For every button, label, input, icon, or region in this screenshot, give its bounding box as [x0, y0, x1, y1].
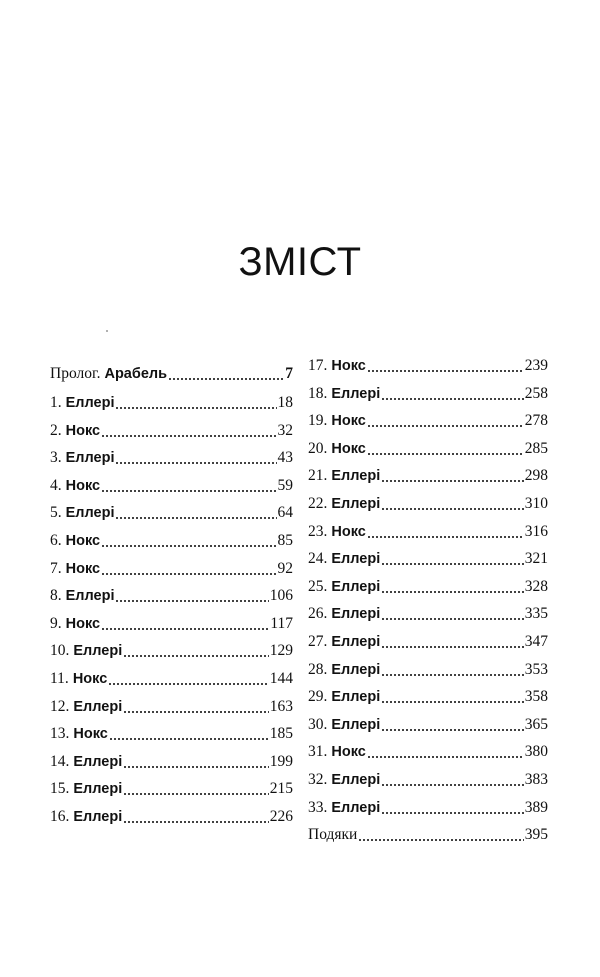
- dot-leader: [381, 689, 524, 703]
- toc-entry: [50, 586, 293, 606]
- toc-entry-number: 5.: [50, 504, 62, 522]
- toc-entry-page-number: 59: [277, 476, 293, 494]
- dot-leader: [381, 551, 524, 565]
- dot-leader: [101, 533, 276, 547]
- toc-entry-page-number: 32: [277, 421, 293, 439]
- toc-left-column: [50, 364, 293, 835]
- toc-entry: [50, 393, 293, 413]
- toc-entry: [50, 614, 293, 634]
- toc-entry-page-number: 163: [269, 697, 293, 715]
- toc-entry-chapter-name: Нокс: [65, 560, 101, 577]
- toc-entry-page-number: 389: [524, 798, 548, 816]
- toc-entry-number: 33.: [308, 798, 328, 816]
- toc-entry-number: 9.: [50, 614, 62, 632]
- toc-entry-chapter-name: Еллері: [73, 781, 123, 798]
- toc-entry-chapter-name: Еллері: [65, 395, 115, 411]
- toc-entry: [50, 421, 293, 441]
- toc-entry: [308, 522, 548, 542]
- toc-entry: [50, 724, 293, 744]
- toc-entry: [308, 770, 548, 790]
- dot-leader: [381, 662, 524, 676]
- toc-entry-page-number: 285: [524, 439, 548, 457]
- toc-entry-page-number: 215: [269, 780, 293, 798]
- toc-entry-page-number: 395: [524, 826, 548, 844]
- toc-entry-page-number: 328: [524, 577, 548, 595]
- toc-entry: [308, 494, 548, 514]
- dot-leader: [101, 616, 269, 630]
- dot-leader: [123, 754, 269, 768]
- toc-entry-chapter-name: Еллері: [73, 643, 123, 660]
- toc-entry-number: 14.: [50, 752, 70, 770]
- toc-entry-number: 15.: [50, 780, 70, 798]
- toc-entry-chapter-name: Еллері: [331, 661, 381, 678]
- toc-entry-page-number: 321: [524, 550, 548, 568]
- toc-entry-number: 16.: [50, 807, 70, 825]
- toc-entry-page-number: 64: [277, 504, 293, 522]
- toc-entry-chapter-name: Еллері: [65, 505, 115, 522]
- toc-entry-chapter-name: Нокс: [73, 726, 108, 743]
- dot-leader: [381, 579, 524, 593]
- dot-leader: [381, 386, 524, 400]
- dot-leader: [115, 395, 276, 409]
- toc-entry-number: 21.: [308, 467, 328, 485]
- toc-entry-chapter-name: Нокс: [331, 358, 366, 374]
- toc-entry-page-number: 380: [524, 743, 548, 761]
- toc-entry-number: 26.: [308, 605, 328, 623]
- dot-leader: [123, 809, 269, 823]
- toc-entry-page-number: 185: [269, 725, 293, 743]
- toc-entry-number: 24.: [308, 550, 328, 568]
- toc-entry-number: 8.: [50, 587, 62, 605]
- dot-leader: [367, 524, 524, 538]
- toc-entry: [50, 669, 293, 689]
- toc-right-column: [308, 356, 548, 853]
- toc-entry-chapter-name: Еллері: [331, 578, 381, 595]
- toc-entry-number: 20.: [308, 439, 328, 457]
- dot-leader: [123, 699, 269, 713]
- dot-leader: [123, 781, 269, 795]
- toc-entry-number: 4.: [50, 476, 62, 494]
- toc-entry: [308, 715, 548, 735]
- toc-entry-number: 22.: [308, 494, 328, 512]
- toc-entry-number: Пролог.: [50, 365, 101, 382]
- toc-entry-number: 25.: [308, 577, 328, 595]
- toc-entry-chapter-name: Еллері: [73, 698, 123, 715]
- dot-leader: [381, 634, 524, 648]
- toc-entry-chapter-name: Еллері: [331, 385, 381, 402]
- toc-entry-chapter-name: Нокс: [65, 422, 101, 439]
- toc-entry: [50, 448, 293, 468]
- toc-entry-number: 13.: [50, 725, 70, 743]
- toc-entry-number: 11.: [50, 669, 69, 687]
- toc-entry-chapter-name: Нокс: [65, 615, 101, 632]
- toc-entry-page-number: 106: [269, 587, 293, 605]
- toc-entry: [50, 476, 293, 496]
- toc-entry-page-number: 226: [269, 807, 293, 825]
- dot-leader: [101, 423, 276, 437]
- toc-entry-number: 32.: [308, 770, 328, 788]
- dot-leader: [381, 800, 524, 814]
- toc-entry: [308, 384, 548, 404]
- toc-entry-page-number: 278: [524, 412, 548, 430]
- toc-entry: [50, 807, 293, 827]
- toc-entry-number: 23.: [308, 522, 328, 540]
- toc-entry-number: 28.: [308, 660, 328, 678]
- toc-entry-chapter-name: Нокс: [65, 532, 101, 549]
- toc-entry-chapter-name: Еллері: [73, 808, 123, 825]
- toc-entry-chapter-name: Еллері: [65, 588, 115, 605]
- dot-leader: [381, 606, 524, 620]
- toc-entry-chapter-name: Еллері: [73, 753, 123, 770]
- toc-entry-page-number: 7: [285, 365, 293, 382]
- toc-entry: [50, 641, 293, 661]
- toc-entry-page-number: 43: [277, 449, 293, 467]
- toc-entry-page-number: 316: [524, 522, 548, 540]
- toc-entry: [50, 697, 293, 717]
- toc-entry-chapter-name: Еллері: [331, 633, 381, 650]
- dot-leader: [109, 726, 269, 740]
- dot-leader: [367, 744, 524, 758]
- toc-entry: [308, 604, 548, 624]
- toc-entry-number: 1.: [50, 394, 62, 411]
- dot-leader: [101, 561, 276, 575]
- dot-leader: [115, 588, 268, 602]
- toc-entry: [50, 559, 293, 579]
- toc-entry: [308, 549, 548, 569]
- dot-leader: [123, 643, 269, 657]
- toc-entry-number: 7.: [50, 559, 62, 577]
- toc-entry-chapter-name: Нокс: [331, 440, 366, 457]
- toc-entry-page-number: 92: [277, 559, 293, 577]
- toc-entry: [50, 779, 293, 799]
- toc-entry-number: 30.: [308, 715, 328, 733]
- page-title: ЗМІСТ: [238, 240, 362, 284]
- toc-entry-chapter-name: Нокс: [331, 523, 366, 540]
- toc-entry-chapter-name: Еллері: [331, 771, 381, 788]
- toc-entry-chapter-name: Нокс: [331, 744, 366, 761]
- toc-entry: [308, 632, 548, 652]
- toc-entry-page-number: 335: [524, 605, 548, 623]
- toc-entry-page-number: 144: [269, 669, 293, 687]
- toc-entry-page-number: 383: [524, 770, 548, 788]
- dot-leader: [367, 358, 524, 372]
- toc-entry-number: Подяки: [308, 826, 358, 844]
- toc-entry-chapter-name: Нокс: [331, 413, 366, 430]
- dot-leader: [381, 717, 524, 731]
- dot-leader: [168, 366, 284, 380]
- toc-entry-number: 27.: [308, 632, 328, 650]
- toc-entry-page-number: 18: [277, 394, 293, 411]
- dot-leader: [367, 413, 524, 427]
- toc-entry-number: 3.: [50, 449, 62, 467]
- toc-entry: [308, 660, 548, 680]
- toc-entry-chapter-name: Еллері: [65, 450, 115, 467]
- toc-entry-page-number: 310: [524, 494, 548, 512]
- toc-entry-page-number: 239: [524, 357, 548, 374]
- toc-entry-number: 10.: [50, 642, 70, 660]
- toc-entry-page-number: 258: [524, 384, 548, 402]
- toc-entry-page-number: 199: [269, 752, 293, 770]
- toc-entry-number: 2.: [50, 421, 62, 439]
- toc-entry: [308, 825, 548, 845]
- toc-entry-page-number: 298: [524, 467, 548, 485]
- dot-leader: [115, 505, 276, 519]
- toc-entry-chapter-name: Еллері: [331, 606, 381, 623]
- dot-leader: [381, 468, 524, 482]
- toc-entry-number: 12.: [50, 697, 70, 715]
- toc-entry-number: 17.: [308, 357, 328, 374]
- toc-entry: [50, 364, 293, 384]
- toc-entry-page-number: 358: [524, 688, 548, 706]
- dot-leader: [115, 450, 276, 464]
- toc-entry-chapter-name: Еллері: [331, 799, 381, 816]
- toc-entry: [308, 798, 548, 818]
- toc-entry: [308, 356, 548, 376]
- toc-entry: [50, 503, 293, 523]
- toc-entry-page-number: 129: [269, 642, 293, 660]
- dot-leader: [108, 671, 268, 685]
- paper-speck: [106, 330, 108, 332]
- toc-entry: [308, 577, 548, 597]
- toc-entry: [50, 531, 293, 551]
- toc-entry-page-number: 117: [270, 614, 293, 632]
- toc-entry-number: 18.: [308, 384, 328, 402]
- toc-entry: [308, 687, 548, 707]
- toc-entry-chapter-name: Еллері: [331, 689, 381, 706]
- toc-entry-chapter-name: Нокс: [72, 670, 108, 687]
- toc-entry: [308, 466, 548, 486]
- toc-entry-page-number: 85: [277, 531, 293, 549]
- toc-entry: [50, 752, 293, 772]
- dot-leader: [381, 496, 524, 510]
- dot-leader: [101, 478, 276, 492]
- toc-entry: [308, 742, 548, 762]
- toc-entry-chapter-name: Еллері: [331, 716, 381, 733]
- toc-entry-page-number: 353: [524, 660, 548, 678]
- toc-entry-chapter-name: Арабель: [104, 366, 168, 382]
- toc-entry: [308, 439, 548, 459]
- toc-entry-chapter-name: Нокс: [65, 477, 101, 494]
- toc-entry-chapter-name: Еллері: [331, 468, 381, 485]
- toc-entry-chapter-name: Еллері: [331, 495, 381, 512]
- toc-entry-number: 19.: [308, 412, 328, 430]
- toc-entry-number: 31.: [308, 743, 328, 761]
- dot-leader: [381, 772, 524, 786]
- toc-entry-chapter-name: Еллері: [331, 551, 381, 568]
- toc-entry-page-number: 365: [524, 715, 548, 733]
- dot-leader: [358, 827, 523, 841]
- toc-entry: [308, 411, 548, 431]
- toc-entry-number: 29.: [308, 688, 328, 706]
- toc-entry-number: 6.: [50, 531, 62, 549]
- dot-leader: [367, 441, 524, 455]
- toc-entry-page-number: 347: [524, 632, 548, 650]
